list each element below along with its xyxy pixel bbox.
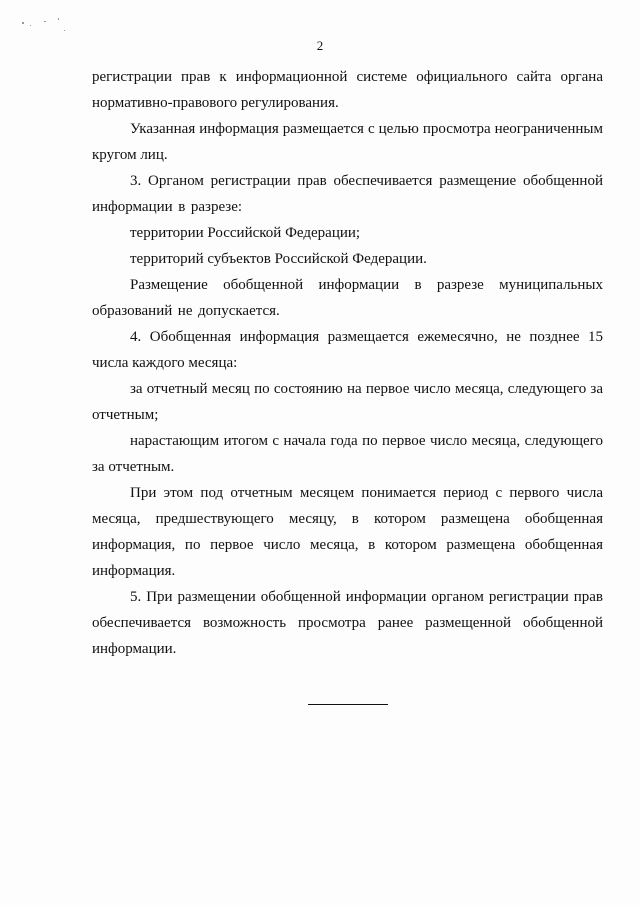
paragraph-7: 4. Обобщенная информация размещается ежемесячно, не позднее 15 числа каждого месяца:	[92, 329, 603, 371]
scan-speckle	[44, 21, 46, 22]
scan-speckle	[30, 25, 31, 26]
paragraph-10: При этом под отчетным месяцем понимается период с первого числа месяца, предшествующего месяцу, в котором размещена обобщенная информация, по первое число месяца, в котором размещена обобщенная информация.	[92, 485, 603, 579]
paragraph-11: 5. При размещении обобщенной информации органом регистрации прав обеспечивается возможность просмотра ранее размещенной обобщенной информации.	[92, 589, 603, 657]
closing-rule	[308, 704, 388, 705]
scan-speckle	[64, 30, 65, 31]
scan-speckle	[58, 18, 59, 20]
scan-speckle	[22, 22, 24, 24]
paragraph-3: 3. Органом регистрации прав обеспечивается размещение обобщенной информации в разрезе:	[92, 173, 603, 215]
paragraph-1: регистрации прав к информационной системе официального сайта органа нормативно-правового регулирования.	[92, 69, 603, 111]
paragraph-4: территории Российской Федерации;	[130, 225, 361, 241]
paragraph-2: Указанная информация размещается с целью просмотра неограниченным кругом лиц.	[92, 121, 603, 163]
paragraph-9: нарастающим итогом с начала года по первое число месяца, следующего за отчетным.	[92, 433, 603, 475]
page-number: 2	[316, 38, 324, 53]
paragraph-5: территорий субъектов Российской Федерации.	[130, 251, 427, 267]
paragraph-6: Размещение обобщенной информации в разрезе муниципальных образований не допускается.	[92, 277, 603, 319]
paragraph-8: за отчетный месяц по состоянию на первое число месяца, следующего за отчетным;	[92, 381, 603, 423]
document-body	[92, 64, 603, 705]
